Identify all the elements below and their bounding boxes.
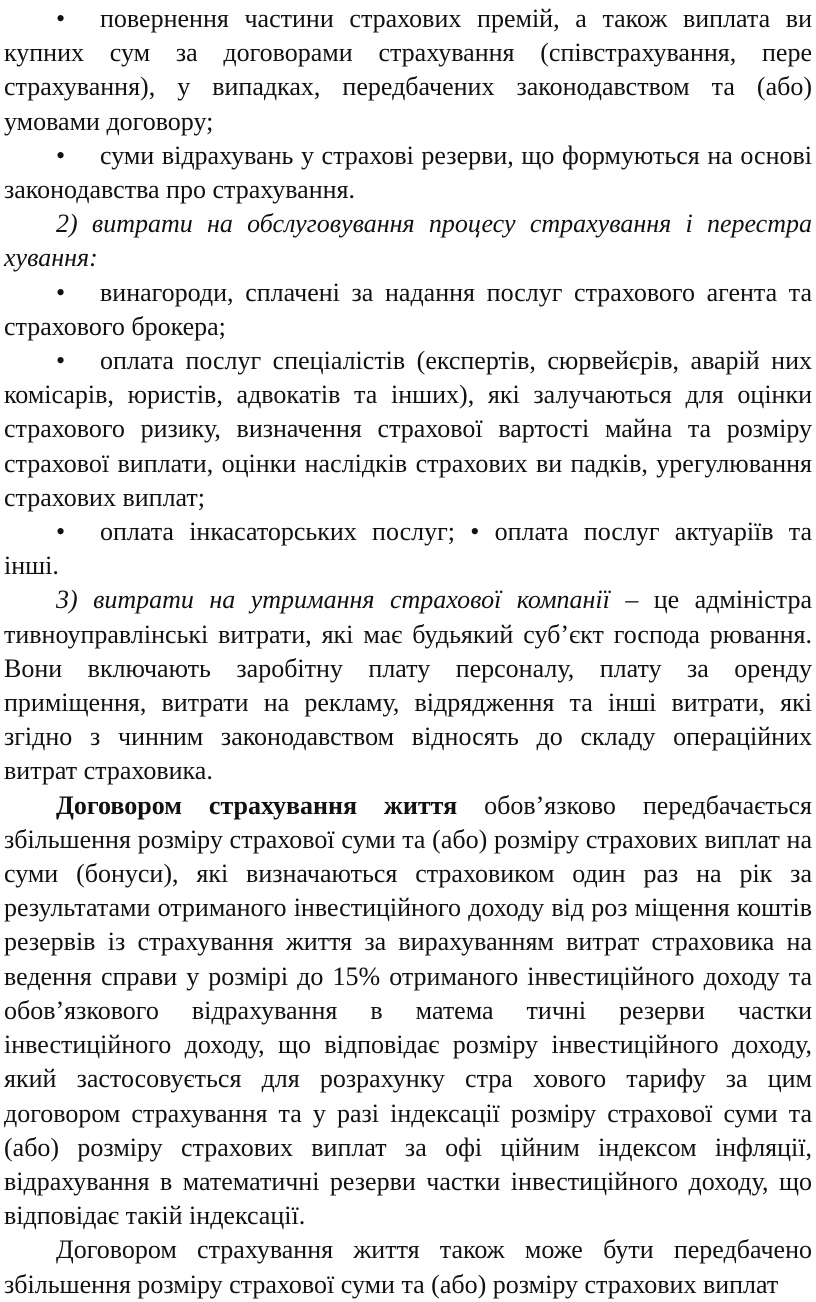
italic-section-heading: 3) витрати на утримання страхової компанії	[56, 585, 610, 615]
section-paragraph	[4, 583, 812, 788]
bullet-paragraph	[4, 276, 812, 344]
bullet-marker: •	[56, 517, 66, 547]
paragraph-text: – це адміністра тивноуправлінські витрати, які має будьякий суб’єкт господа рювання. Вони включають заробітну плату персоналу, плату за оренду приміщення, витрати на рекламу, відрядження та інші витрати, які згідно з чинним законодавством відносять до складу операційних витрат страховика.	[4, 585, 813, 786]
bullet-marker: •	[56, 4, 66, 33]
bullet-paragraph	[4, 139, 812, 207]
paragraph-text: оплата послуг актуаріїв та інші.	[4, 517, 812, 581]
paragraph-text: оплата послуг спеціалістів (експертів, сюрвейєрів, аварій них комісарів, юристів, адвокатів та інших), які залучаються для оцінки страхового ризику, визначення страхової вартості майна та розміру страхової виплати, оцінки наслідків страхових ви падків, урегулювання страхових виплат;	[4, 346, 812, 512]
paragraph-text: оплата інкасаторських послуг;	[100, 517, 456, 547]
paragraph-text: суми відрахувань у страхові резерви, що формуються на основі законодавства про страхування.	[4, 140, 812, 205]
bold-term: Договором страхування життя	[56, 790, 458, 820]
body-paragraph	[4, 1233, 812, 1301]
bullet-marker: •	[56, 346, 66, 376]
bullet-paragraph	[4, 2, 812, 139]
bullet-paragraph	[4, 344, 812, 515]
paragraph-text: обов’язково передбачається збільшення розміру страхової суми та (або) розміру страхових виплат на суми (бонуси), які визначаються страховиком один раз на рік за результатами отриманого інвестиційного доходу від роз міщення коштів резервів із страхування життя за вирахуванням витрат страховика на ведення справи у розмірі до 15% отриманого інвестиційного доходу та обов’язкового відрахування в матема тичні резерви частки інвестиційного доходу, що відповідає розміру інвестиційного доходу, який застосовується для розрахунку стра хового тарифу за цим договором страхування та у разі індексації розміру страхової суми та (або) розміру страхових виплат за офі ційним індексом інфляції, відрахування в математичні резерви частки інвестиційного доходу, що відповідає такій індексації.	[4, 790, 812, 1231]
bullet-marker: •	[56, 277, 66, 307]
italic-section-heading: 2) витрати на обслуговування процесу страхування і перестра хування:	[4, 209, 812, 273]
paragraph-text: Договором страхування життя також може бути передбачено збільшення розміру страхової суми та (або) розміру страхових виплат	[4, 1235, 812, 1299]
inline-bullet-marker: •	[470, 517, 480, 547]
definition-paragraph	[4, 789, 812, 1234]
section-heading-paragraph	[4, 207, 812, 275]
bullet-paragraph	[4, 515, 812, 583]
paragraph-text: повернення частини страхових премій, а також виплата ви купних сум за договорами страхування (співстрахування, пере страхування), у випадках, передбачених законодавством та (або) умовами договору;	[4, 4, 812, 136]
bullet-marker: •	[56, 140, 66, 170]
paragraph-text: винагороди, сплачені за надання послуг страхового агента та страхового брокера;	[4, 277, 812, 341]
